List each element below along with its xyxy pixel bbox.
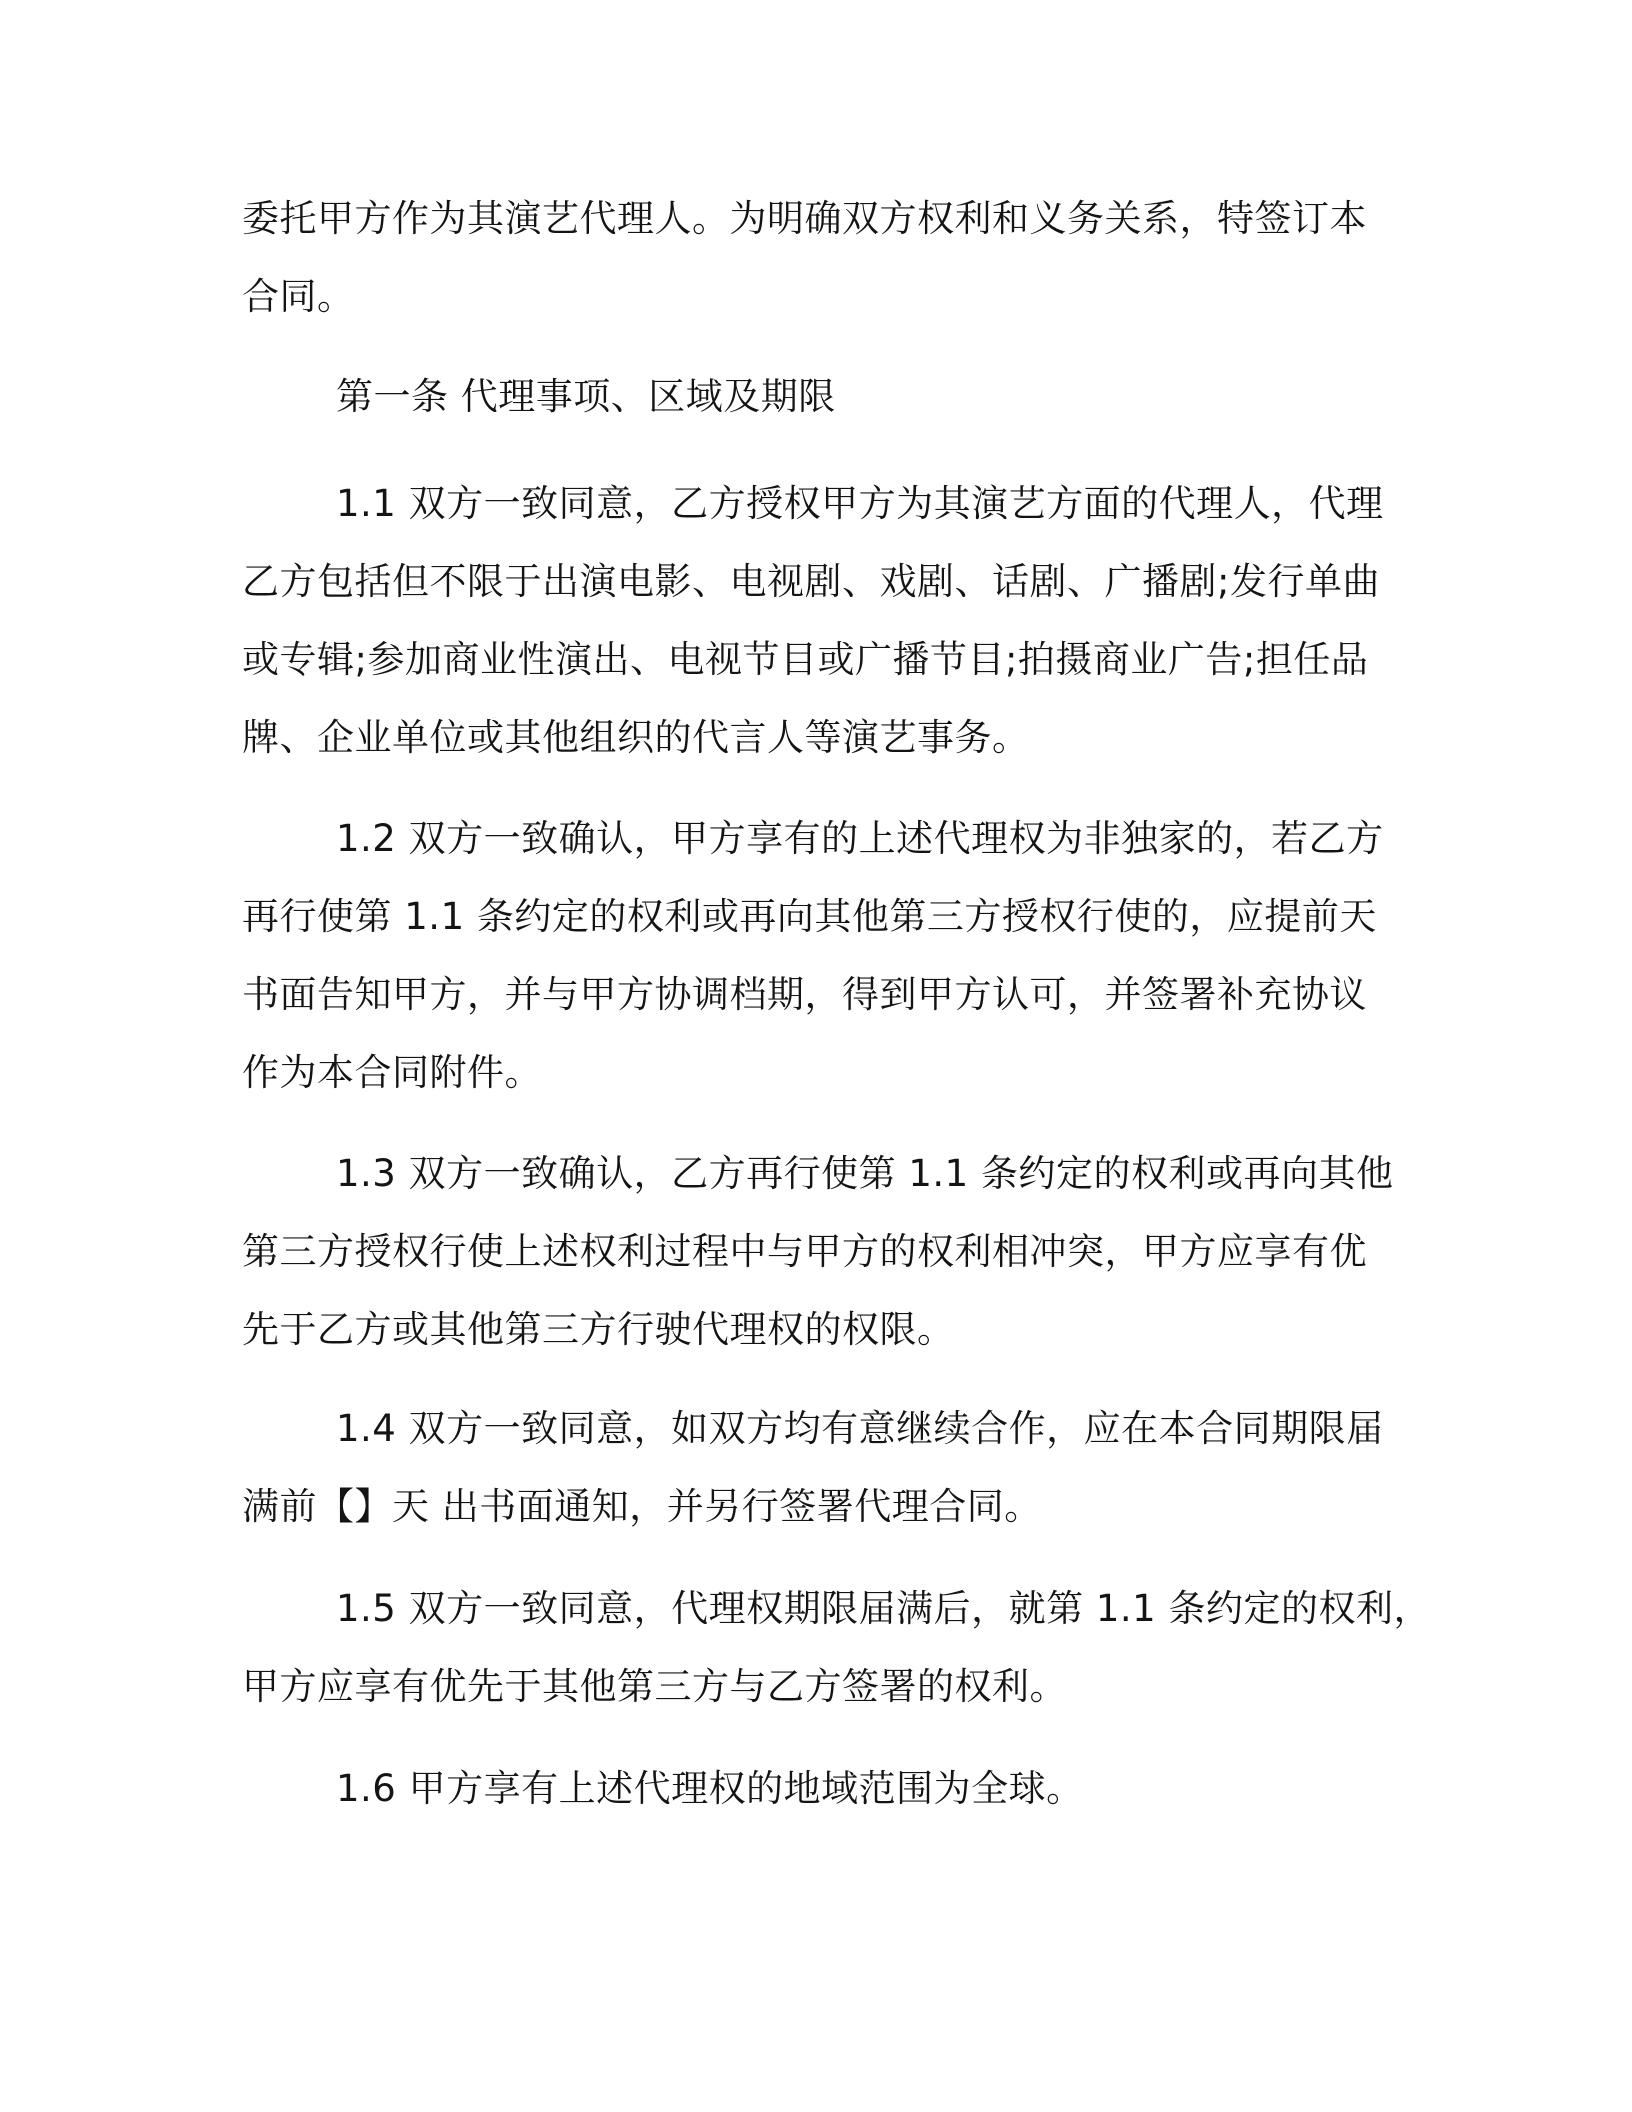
clause-1-5 [242,1570,1431,1726]
article-1-heading: 第一条 代理事项、区域及期限 [336,375,836,418]
intro-line-2: 合同。 [242,275,355,318]
article-heading [242,358,1392,436]
clause-1-4-line-1: 1.4 双方一致同意，如双方均有意继续合作，应在本合同期限届 [336,1407,1384,1450]
clause-1-2-line-1: 1.2 双方一致确认，甲方享有的上述代理权为非独家的，若乙方 [336,817,1384,860]
clause-1-1-line-2: 乙方包括但不限于出演电影、电视剧、戏剧、话剧、广播剧;发行单曲 [242,560,1380,603]
clause-1-3 [242,1135,1392,1369]
clause-1-4 [242,1390,1392,1546]
clause-1-2-line-2: 再行使第 1.1 条约定的权利或再向其他第三方授权行使的，应提前天 [242,895,1377,938]
intro-line-1: 委托甲方作为其演艺代理人。为明确双方权利和义务关系，特签订本 [242,197,1367,240]
clause-1-3-line-1: 1.3 双方一致确认，乙方再行使第 1.1 条约定的权利或再向其他 [336,1152,1394,1195]
clause-1-2-line-4: 作为本合同附件。 [242,1051,542,1094]
clause-1-1-line-3: 或专辑;参加商业性演出、电视节目或广播节目;拍摄商业广告;担任品 [242,638,1369,681]
clause-1-2 [242,800,1392,1112]
clause-1-5-line-1: 1.5 双方一致同意，代理权期限届满后，就第 1.1 条约定的权利， [336,1587,1431,1630]
clause-1-1 [242,465,1392,777]
clause-1-5-line-2: 甲方应享有优先于其他第三方与乙方签署的权利。 [242,1665,1067,1708]
clause-1-6-line-1: 1.6 甲方享有上述代理权的地域范围为全球。 [336,1767,1084,1810]
clause-1-2-line-3: 书面告知甲方，并与甲方协调档期，得到甲方认可，并签署补充协议 [242,973,1367,1016]
clause-1-6 [242,1750,1392,1828]
clause-1-1-line-1: 1.1 双方一致同意，乙方授权甲方为其演艺方面的代理人，代理 [336,482,1384,525]
clause-1-1-line-4: 牌、企业单位或其他组织的代言人等演艺事务。 [242,716,1030,759]
clause-1-3-line-3: 先于乙方或其他第三方行驶代理权的权限。 [242,1308,955,1351]
clause-1-4-line-2: 满前【】天 出书面通知，并另行签署代理合同。 [242,1485,1042,1528]
intro-paragraph [242,180,1392,336]
clause-1-3-line-2: 第三方授权行使上述权利过程中与甲方的权利相冲突，甲方应享有优 [242,1230,1367,1273]
